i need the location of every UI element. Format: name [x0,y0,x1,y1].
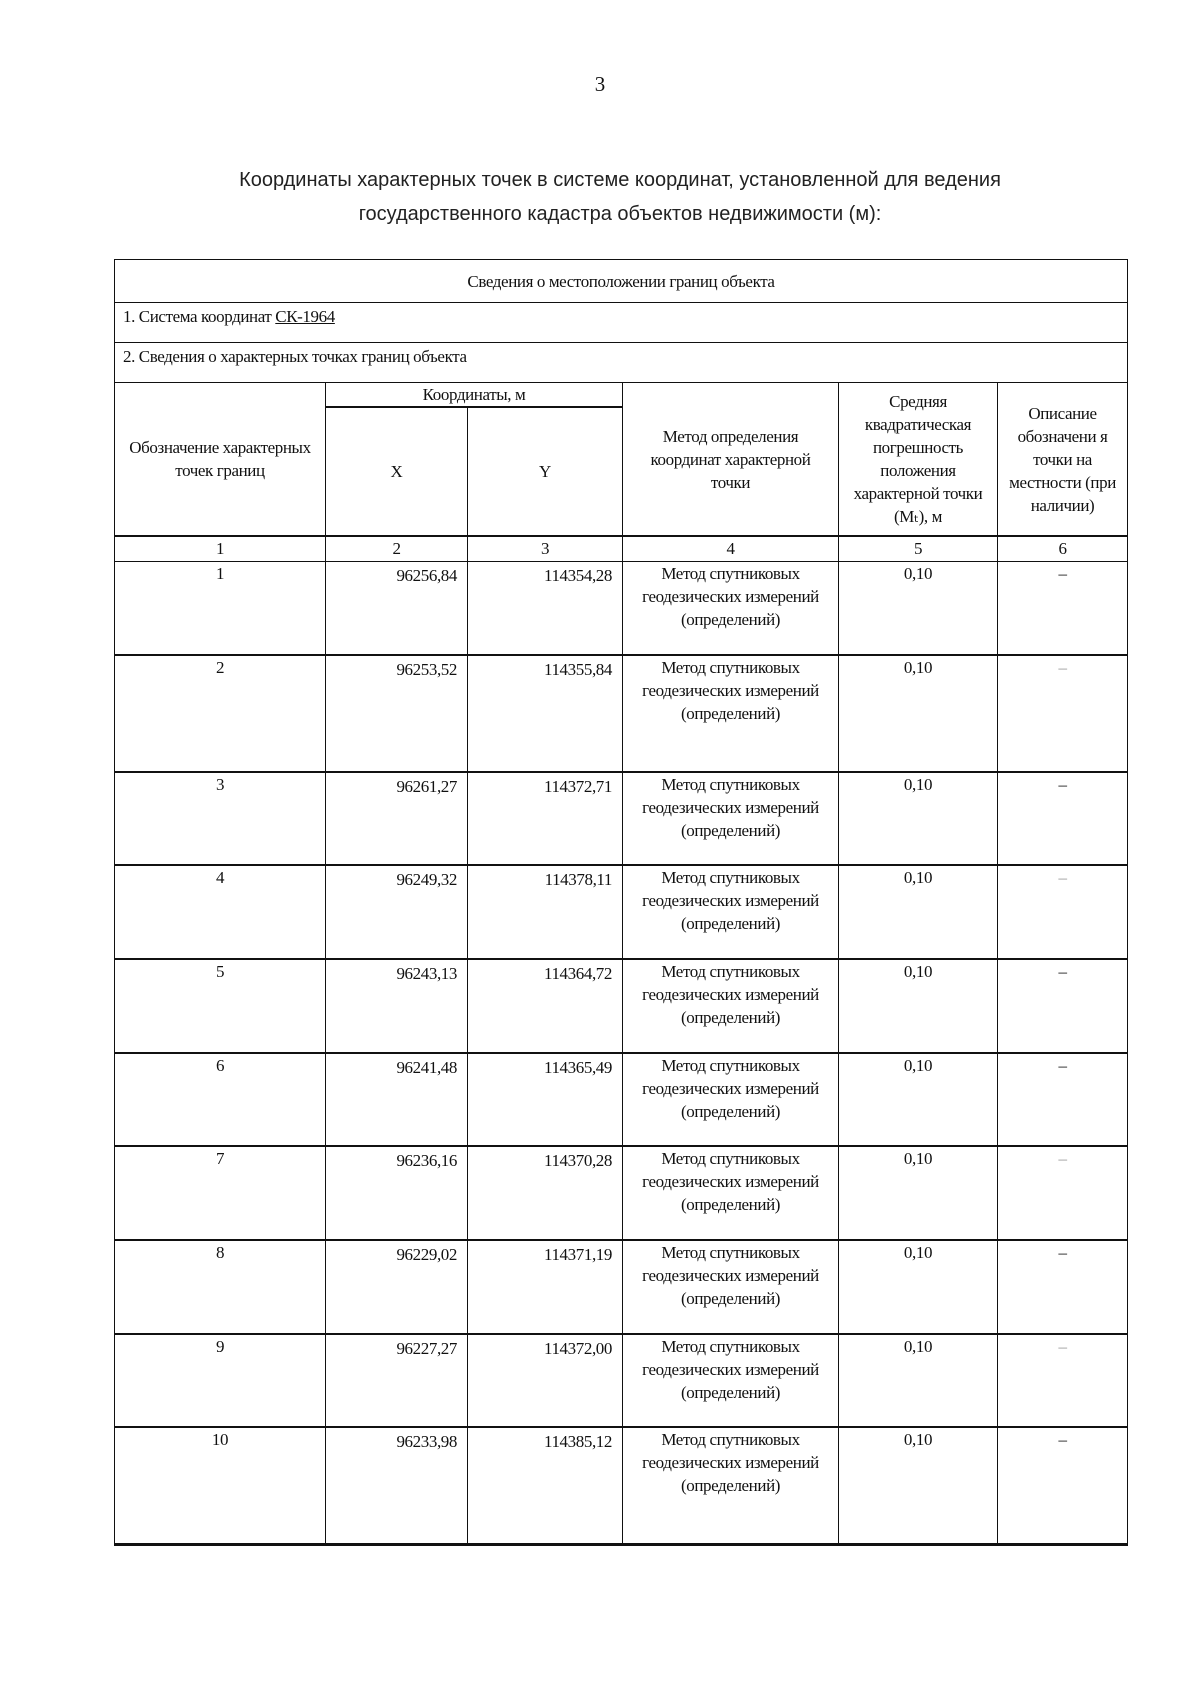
cell-description: – [998,865,1128,959]
table-row [115,655,1128,772]
cell-point: 1 [115,561,326,655]
cell-y: 114355,84 [468,655,623,772]
title-line-2: государственного кадастра объектов недвижимости (м): [358,203,882,225]
cell-description: – [998,1240,1128,1334]
coordinate-system-label: 1. Система координат [123,307,276,326]
cell-error: 0,10 [839,1146,998,1240]
table-row [115,561,1128,655]
cell-point: 3 [115,772,326,865]
section2-heading: 2. Сведения о характерных точках границ объекта [115,343,1128,383]
cell-method: Метод спутниковых геодезических измерений (определений) [623,1334,839,1427]
cell-error: 0,10 [839,1334,998,1427]
cell-point: 8 [115,1240,326,1334]
cell-method: Метод спутниковых геодезических измерений (определений) [623,561,839,655]
cell-point: 7 [115,1146,326,1240]
cell-description: – [998,1334,1128,1427]
cell-y: 114364,72 [468,959,623,1053]
cell-y: 114371,19 [468,1240,623,1334]
table-row [115,1427,1128,1544]
column-number: 5 [839,536,998,561]
cell-x: 96236,16 [326,1146,468,1240]
table-row [115,1053,1128,1146]
cell-x: 96243,13 [326,959,468,1053]
cell-error: 0,10 [839,1427,998,1544]
cell-error: 0,10 [839,865,998,959]
cell-description: – [998,561,1128,655]
cell-point: 2 [115,655,326,772]
header-method: Метод определения координат характерной точки [623,383,839,537]
column-number: 2 [326,536,468,561]
cell-error: 0,10 [839,1053,998,1146]
document-title [120,163,1120,231]
cell-x: 96261,27 [326,772,468,865]
caption-row [115,260,1128,303]
table-row [115,1334,1128,1427]
cell-method: Метод спутниковых геодезических измерений (определений) [623,772,839,865]
column-number: 1 [115,536,326,561]
cell-description: – [998,1427,1128,1544]
cell-point: 9 [115,1334,326,1427]
cell-y: 114372,00 [468,1334,623,1427]
header-error: Средняя квадратическая погрешность положения характерной точки (Mₜ), м [839,383,998,537]
cell-x: 96241,48 [326,1053,468,1146]
cell-y: 114385,12 [468,1427,623,1544]
cell-method: Метод спутниковых геодезических измерений (определений) [623,865,839,959]
coordinates-table [114,259,1128,1546]
cell-description: – [998,1146,1128,1240]
cell-point: 4 [115,865,326,959]
cell-point: 10 [115,1427,326,1544]
cell-x: 96253,52 [326,655,468,772]
cell-y: 114370,28 [468,1146,623,1240]
cell-method: Метод спутниковых геодезических измерений (определений) [623,655,839,772]
coordinate-system-row [115,303,1128,343]
table-row [115,959,1128,1053]
cell-x: 96227,27 [326,1334,468,1427]
cell-error: 0,10 [839,1240,998,1334]
cell-method: Метод спутниковых геодезических измерений (определений) [623,1427,839,1544]
coordinate-system [115,303,1128,343]
header-y: Y [468,407,623,536]
cell-point: 5 [115,959,326,1053]
cell-method: Метод спутниковых геодезических измерений (определений) [623,1240,839,1334]
cell-point: 6 [115,1053,326,1146]
cell-y: 114354,28 [468,561,623,655]
cell-error: 0,10 [839,959,998,1053]
column-number: 4 [623,536,839,561]
header-point: Обозначение характерных точек границ [115,383,326,537]
column-numbers-row [115,536,1128,561]
header-description: Описание обозначени я точки на местности (при наличии) [998,383,1128,537]
cell-error: 0,10 [839,655,998,772]
cell-x: 96249,32 [326,865,468,959]
cell-method: Метод спутниковых геодезических измерений (определений) [623,1053,839,1146]
cell-description: – [998,655,1128,772]
table-row [115,772,1128,865]
cell-x: 96233,98 [326,1427,468,1544]
column-number: 6 [998,536,1128,561]
cell-method: Метод спутниковых геодезических измерений (определений) [623,959,839,1053]
cell-error: 0,10 [839,561,998,655]
cell-y: 114372,71 [468,772,623,865]
column-number: 3 [468,536,623,561]
header-coordinates: Координаты, м [326,383,623,408]
cell-description: – [998,772,1128,865]
table-row [115,1240,1128,1334]
cell-y: 114365,49 [468,1053,623,1146]
page-number: 3 [594,72,606,96]
cell-description: – [998,1053,1128,1146]
cell-x: 96229,02 [326,1240,468,1334]
title-line-1: Координаты характерных точек в системе координат, установленной для ведения [239,169,1001,191]
header-x: X [326,407,468,536]
cell-x: 96256,84 [326,561,468,655]
cell-description: – [998,959,1128,1053]
section2-row [115,343,1128,383]
cell-error: 0,10 [839,772,998,865]
cell-method: Метод спутниковых геодезических измерений (определений) [623,1146,839,1240]
table-row [115,1146,1128,1240]
coordinate-system-value: СК-1964 [275,307,335,326]
table-row [115,865,1128,959]
cell-y: 114378,11 [468,865,623,959]
table-caption: Сведения о местоположении границ объекта [115,260,1128,303]
